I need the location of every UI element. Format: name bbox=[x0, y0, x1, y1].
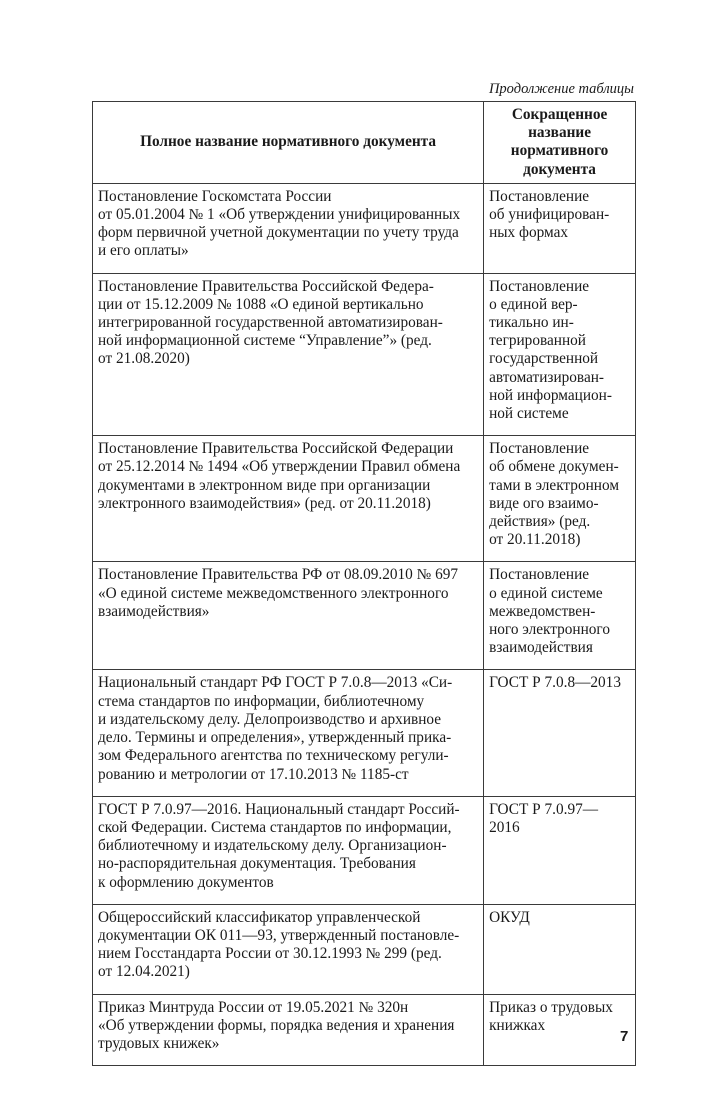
short-document-name-cell bbox=[484, 183, 636, 273]
text-line: ного электронного bbox=[489, 621, 610, 639]
full-document-name-cell bbox=[93, 670, 484, 796]
header-full-name: Полное название нормативного документа bbox=[93, 102, 484, 184]
text-line: «Об утверждении формы, порядка ведения и хранения bbox=[98, 1016, 455, 1034]
table-row bbox=[93, 670, 636, 796]
text-line: Национальный стандарт РФ ГОСТ Р 7.0.8—2013 «Си- bbox=[98, 674, 453, 692]
table-row bbox=[93, 796, 636, 904]
short-document-name-cell bbox=[484, 994, 636, 1066]
table-row bbox=[93, 994, 636, 1066]
text-line: взаимодействия» bbox=[98, 602, 210, 620]
table-row bbox=[93, 562, 636, 670]
text-line: Постановление Правительства Российской Федера- bbox=[98, 277, 434, 295]
text-line: тегрированной bbox=[489, 332, 586, 350]
text-line: форм первичной учетной документации по учету труда bbox=[98, 224, 459, 242]
text-line: книжках bbox=[489, 1016, 546, 1034]
table-row bbox=[93, 183, 636, 273]
text-line: Общероссийский классификатор управленческой bbox=[98, 908, 421, 926]
regulatory-documents-table bbox=[92, 101, 636, 1066]
full-document-name-cell bbox=[93, 183, 484, 273]
full-document-name-cell bbox=[93, 562, 484, 670]
text-line: о единой вер- bbox=[489, 295, 578, 313]
text-line: ной информацион- bbox=[489, 386, 612, 404]
text-line: «О единой системе межведомственного электронного bbox=[98, 584, 449, 602]
table-continuation-caption: Продолжение таблицы bbox=[488, 81, 634, 97]
short-document-name-cell bbox=[484, 436, 636, 562]
text-line: Постановление bbox=[489, 277, 590, 295]
text-line: к оформлению документов bbox=[98, 873, 274, 891]
table-row bbox=[93, 904, 636, 994]
text-line: от 05.01.2004 № 1 «Об утверждении унифицированных bbox=[98, 206, 461, 224]
text-line: дело. Термины и определения», утвержденный прика- bbox=[98, 729, 452, 747]
text-line: государственной bbox=[489, 350, 599, 368]
text-line: но-распорядительная документация. Требования bbox=[98, 855, 416, 873]
text-line: Постановление bbox=[489, 187, 590, 205]
text-line: взаимодействия bbox=[489, 639, 593, 657]
text-line: документами в электронном виде при организации bbox=[98, 476, 431, 494]
text-line: и издательскому делу. Делопроизводство и архивное bbox=[98, 710, 442, 728]
full-document-name-cell bbox=[93, 904, 484, 994]
table-header-row bbox=[93, 102, 636, 184]
text-line: от 21.08.2020) bbox=[98, 350, 190, 368]
text-line: Постановление bbox=[489, 440, 590, 458]
text-line: виде ого взаимо- bbox=[489, 494, 599, 512]
header-short-name: Сокращенное название нормативного документа bbox=[484, 102, 636, 184]
text-line: трудовых книжек» bbox=[98, 1034, 220, 1052]
table-body bbox=[93, 183, 636, 1065]
short-document-name-cell bbox=[484, 562, 636, 670]
text-line: межведомствен- bbox=[489, 602, 596, 620]
text-line: об унифицирован- bbox=[489, 206, 610, 224]
text-line: ГОСТ Р 7.0.97— bbox=[489, 800, 599, 818]
text-line: интегрированной государственной автоматизирован- bbox=[98, 314, 443, 332]
short-document-name-cell bbox=[484, 670, 636, 796]
text-line: документации ОК 011—93, утвержденный постановле- bbox=[98, 926, 460, 944]
text-line: стема стандартов по информации, библиотечному bbox=[98, 692, 425, 710]
text-line: и его оплаты» bbox=[98, 242, 189, 260]
text-line: ной информационной системе “Управление”» (ред. bbox=[98, 332, 432, 350]
table-row bbox=[93, 273, 636, 436]
text-line: 2016 bbox=[489, 818, 520, 836]
full-document-name-cell bbox=[93, 436, 484, 562]
full-document-name-cell bbox=[93, 994, 484, 1066]
text-line: от 20.11.2018) bbox=[489, 531, 581, 549]
text-line: Постановление bbox=[489, 566, 590, 584]
text-line: зом Федерального агентства по техническому регули- bbox=[98, 747, 449, 765]
text-line: действия» (ред. bbox=[489, 513, 591, 531]
text-line: ОКУД bbox=[489, 908, 530, 926]
table-row bbox=[93, 436, 636, 562]
text-line: ции от 15.12.2009 № 1088 «О единой вертикально bbox=[98, 295, 424, 313]
text-line: от 12.04.2021) bbox=[98, 963, 190, 981]
short-document-name-cell bbox=[484, 273, 636, 436]
text-line: ской Федерации. Система стандартов по информации, bbox=[98, 818, 452, 836]
text-line: от 25.12.2014 № 1494 «Об утверждении Правил обмена bbox=[98, 458, 461, 476]
text-line: библиотечному и издательскому делу. Организацион- bbox=[98, 837, 447, 855]
text-line: ГОСТ Р 7.0.97—2016. Национальный стандарт Россий- bbox=[98, 800, 460, 818]
text-line: об обмене докумен- bbox=[489, 458, 619, 476]
text-line: ных формах bbox=[489, 224, 569, 242]
text-line: ГОСТ Р 7.0.8—2013 bbox=[489, 674, 621, 692]
text-line: тикально ин- bbox=[489, 314, 574, 332]
short-document-name-cell bbox=[484, 904, 636, 994]
full-document-name-cell bbox=[93, 796, 484, 904]
text-line: Постановление Госкомстата России bbox=[98, 187, 332, 205]
text-line: Постановление Правительства Российской Федерации bbox=[98, 440, 454, 458]
text-line: о единой системе bbox=[489, 584, 603, 602]
short-document-name-cell bbox=[484, 796, 636, 904]
text-line: Приказ Минтруда России от 19.05.2021 № 320н bbox=[98, 998, 409, 1016]
text-line: Постановление Правительства РФ от 08.09.2010 № 697 bbox=[98, 566, 459, 584]
text-line: нием Госстандарта России от 30.12.1993 № 299 (ред. bbox=[98, 945, 442, 963]
text-line: ной системе bbox=[489, 405, 569, 423]
text-line: Приказ о трудовых bbox=[489, 998, 613, 1016]
text-line: тами в электронном bbox=[489, 476, 620, 494]
text-line: автоматизирован- bbox=[489, 368, 605, 386]
full-document-name-cell bbox=[93, 273, 484, 436]
text-line: электронного взаимодействия» (ред. от 20.11.2018) bbox=[98, 494, 431, 512]
page-number: 7 bbox=[620, 1028, 629, 1045]
text-line: рованию и метрологии от 17.10.2013 № 1185-ст bbox=[98, 765, 409, 783]
